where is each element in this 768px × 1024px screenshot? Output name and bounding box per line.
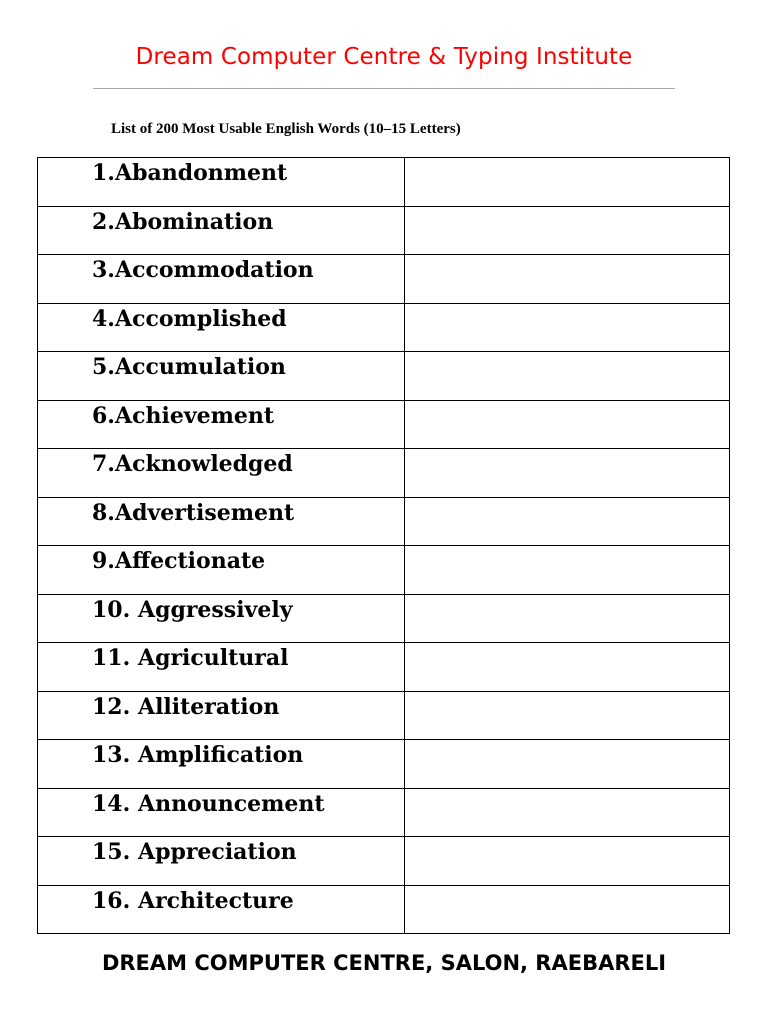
word-number: 13. bbox=[92, 742, 131, 768]
table-row bbox=[38, 400, 730, 449]
document-title: Dream Computer Centre & Typing Institute bbox=[135, 44, 633, 70]
word-cell-content bbox=[38, 546, 404, 594]
word-cell bbox=[38, 643, 405, 692]
word-text: Accumulation bbox=[115, 354, 286, 380]
word-cell-content bbox=[38, 498, 404, 546]
header-divider bbox=[93, 88, 675, 89]
answer-cell bbox=[405, 400, 730, 449]
word-cell-content bbox=[38, 595, 404, 643]
table-row bbox=[38, 255, 730, 304]
answer-cell bbox=[405, 497, 730, 546]
word-cell bbox=[38, 400, 405, 449]
word-cell-content bbox=[38, 789, 404, 837]
word-cell-content bbox=[38, 352, 404, 400]
word-table bbox=[37, 157, 730, 934]
word-cell-content bbox=[38, 886, 404, 934]
answer-cell bbox=[405, 303, 730, 352]
word-cell bbox=[38, 206, 405, 255]
answer-cell bbox=[405, 594, 730, 643]
word-cell bbox=[38, 788, 405, 837]
answer-cell bbox=[405, 691, 730, 740]
table-row bbox=[38, 788, 730, 837]
table-row bbox=[38, 643, 730, 692]
word-number: 15. bbox=[92, 839, 131, 865]
table-row bbox=[38, 837, 730, 886]
table-row bbox=[38, 546, 730, 595]
word-cell-content bbox=[38, 740, 404, 788]
word-cell-content bbox=[38, 692, 404, 740]
word-number: 10. bbox=[92, 596, 131, 623]
word-table-body bbox=[38, 158, 730, 934]
word-text: Affectionate bbox=[115, 548, 266, 574]
answer-cell bbox=[405, 643, 730, 692]
word-text: Achievement bbox=[115, 402, 275, 429]
word-number: 11. bbox=[92, 645, 131, 671]
answer-cell bbox=[405, 788, 730, 837]
word-cell-content bbox=[38, 158, 404, 206]
word-number: 8. bbox=[92, 499, 115, 526]
answer-cell bbox=[405, 158, 730, 207]
table-row bbox=[38, 158, 730, 207]
word-cell-content bbox=[38, 449, 404, 497]
word-cell bbox=[38, 449, 405, 498]
word-cell-content bbox=[38, 255, 404, 303]
word-number: 16. bbox=[92, 887, 131, 914]
word-cell-content bbox=[38, 304, 404, 352]
word-text: Abomination bbox=[115, 208, 274, 235]
word-text: Advertisement bbox=[115, 499, 295, 526]
word-text: Appreciation bbox=[138, 839, 297, 865]
word-number: 1. bbox=[92, 160, 115, 186]
answer-cell bbox=[405, 206, 730, 255]
word-cell bbox=[38, 594, 405, 643]
word-cell bbox=[38, 497, 405, 546]
answer-cell bbox=[405, 740, 730, 789]
word-cell-content bbox=[38, 837, 404, 885]
word-cell bbox=[38, 303, 405, 352]
word-cell bbox=[38, 837, 405, 886]
word-cell bbox=[38, 158, 405, 207]
table-row bbox=[38, 497, 730, 546]
document-footer: DREAM COMPUTER CENTRE, SALON, RAEBARELI bbox=[101, 951, 667, 975]
word-text: Aggressively bbox=[138, 596, 293, 623]
word-number: 12. bbox=[92, 693, 131, 720]
table-row bbox=[38, 594, 730, 643]
word-number: 3. bbox=[92, 257, 115, 283]
word-text: Accomplished bbox=[115, 305, 287, 332]
word-number: 7. bbox=[92, 451, 115, 477]
word-cell bbox=[38, 255, 405, 304]
word-cell bbox=[38, 740, 405, 789]
document-subtitle: List of 200 Most Usable English Words (10–15 Letters) bbox=[111, 121, 461, 137]
word-text: Acknowledged bbox=[115, 451, 293, 477]
answer-cell bbox=[405, 885, 730, 934]
answer-cell bbox=[405, 837, 730, 886]
word-cell-content bbox=[38, 401, 404, 449]
answer-cell bbox=[405, 546, 730, 595]
word-cell-content bbox=[38, 207, 404, 255]
word-text: Abandonment bbox=[115, 160, 288, 186]
answer-cell bbox=[405, 352, 730, 401]
word-text: Alliteration bbox=[138, 693, 280, 720]
table-row bbox=[38, 740, 730, 789]
word-text: Amplification bbox=[138, 742, 304, 768]
word-number: 6. bbox=[92, 402, 115, 429]
word-cell bbox=[38, 885, 405, 934]
table-row bbox=[38, 691, 730, 740]
table-row bbox=[38, 449, 730, 498]
word-number: 4. bbox=[92, 305, 115, 332]
word-cell-content bbox=[38, 643, 404, 691]
table-row bbox=[38, 206, 730, 255]
word-number: 9. bbox=[92, 548, 115, 574]
word-cell bbox=[38, 546, 405, 595]
word-text: Agricultural bbox=[138, 645, 289, 671]
word-number: 2. bbox=[92, 208, 115, 235]
table-row bbox=[38, 885, 730, 934]
word-number: 14. bbox=[92, 790, 131, 817]
table-row bbox=[38, 303, 730, 352]
answer-cell bbox=[405, 255, 730, 304]
word-text: Architecture bbox=[138, 887, 294, 914]
answer-cell bbox=[405, 449, 730, 498]
word-text: Announcement bbox=[138, 790, 325, 817]
table-row bbox=[38, 352, 730, 401]
word-text: Accommodation bbox=[115, 257, 314, 283]
word-cell bbox=[38, 352, 405, 401]
word-number: 5. bbox=[92, 354, 115, 380]
word-cell bbox=[38, 691, 405, 740]
